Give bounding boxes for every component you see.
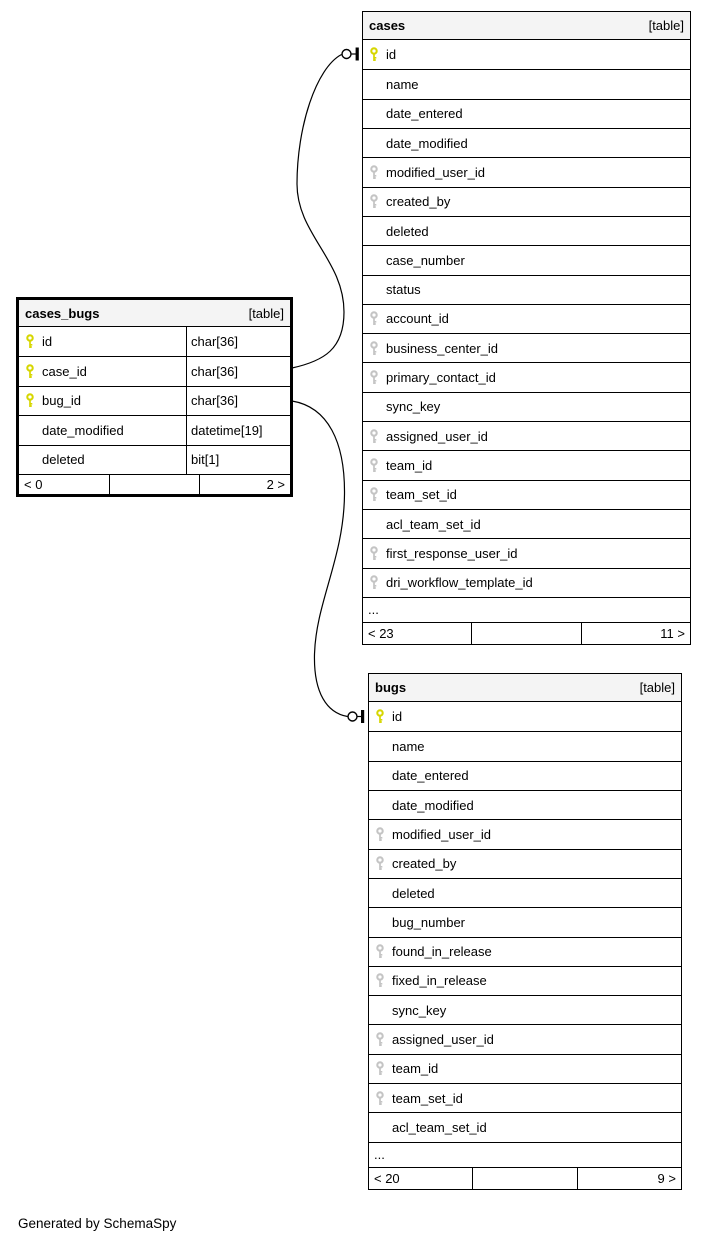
table-header[interactable] [19,300,290,327]
column-name: sync_key [392,1002,447,1018]
table-row [363,333,690,362]
footer-middle-cell [471,623,580,644]
foreign-key-icon [369,429,379,444]
table-row [19,386,290,415]
primary-key-icon [25,364,35,379]
column-type: char[36] [186,387,290,415]
column-name: bug_number [392,914,465,930]
primary-key-icon [375,709,385,724]
column-name: name [386,76,419,92]
zero-one-circle-marker [348,712,357,721]
no-key-spacer [369,517,379,532]
no-key-spacer [375,798,385,813]
footer-children-count: 9 > [577,1168,681,1189]
column-name: account_id [386,311,449,327]
table-badge: [table] [648,18,684,33]
table-footer [19,474,290,494]
column-name: date_entered [386,106,463,122]
table-badge: [table] [248,305,284,321]
column-name: case_id [42,364,87,380]
column-name: business_center_id [386,340,499,356]
primary-key-icon [369,47,379,62]
column-name: deleted [386,223,429,239]
table-row [363,40,690,69]
table-row [369,878,681,907]
table-row [363,480,690,509]
no-key-spacer [369,253,379,268]
column-name: date_entered [392,768,469,784]
table-row [369,1112,681,1141]
table-row [369,937,681,966]
foreign-key-icon [375,973,385,988]
no-key-spacer [375,1003,385,1018]
table-node-cases-bugs[interactable] [16,297,293,497]
table-row [369,819,681,848]
column-name: date_modified [386,135,468,151]
table-row [369,1054,681,1083]
table-row [363,362,690,391]
column-name: bug_id [42,393,82,409]
table-row [369,1024,681,1053]
table-row [363,275,690,304]
column-name: team_id [386,458,433,474]
column-list [19,327,290,474]
column-name: team_set_id [392,1090,463,1106]
table-row [369,1083,681,1112]
table-row [363,245,690,274]
table-row [363,421,690,450]
table-name: cases_bugs [25,305,100,321]
column-name: id [42,334,53,350]
relationship-bug-id-to-bugs [292,401,364,723]
footer-children-count: 2 > [199,475,290,494]
table-row [363,216,690,245]
foreign-key-icon [369,575,379,590]
table-footer [363,622,690,644]
column-name: deleted [42,452,85,468]
foreign-key-icon [375,1091,385,1106]
table-row [19,415,290,444]
column-name: assigned_user_id [386,428,488,444]
table-row [363,568,690,597]
column-name: status [386,282,421,298]
table-row [363,392,690,421]
column-name: sync_key [386,399,441,415]
table-row [19,327,290,356]
no-key-spacer [375,1120,385,1135]
column-list [369,702,681,1142]
foreign-key-icon [369,165,379,180]
column-type: char[36] [186,357,290,385]
no-key-spacer [369,282,379,297]
no-key-spacer [375,915,385,930]
foreign-key-icon [369,341,379,356]
table-row [19,356,290,385]
table-row [369,761,681,790]
column-name: id [386,47,397,63]
column-name: modified_user_id [392,826,492,842]
foreign-key-icon [369,458,379,473]
table-row [369,731,681,760]
one-tee-marker [361,710,364,723]
foreign-key-icon [375,1032,385,1047]
column-name: created_by [386,194,451,210]
table-row [369,995,681,1024]
table-row [363,450,690,479]
table-row [363,69,690,98]
no-key-spacer [369,399,379,414]
column-name: fixed_in_release [392,973,487,989]
table-row [369,702,681,731]
table-row [363,187,690,216]
column-name: primary_contact_id [386,370,496,386]
column-name: first_response_user_id [386,545,518,561]
table-node-bugs[interactable] [368,673,682,1190]
foreign-key-icon [375,827,385,842]
column-name: team_id [392,1061,439,1077]
table-row [363,99,690,128]
primary-key-icon [25,334,35,349]
table-row [369,790,681,819]
no-key-spacer [25,452,35,467]
one-tee-marker [356,48,359,61]
column-name: found_in_release [392,944,492,960]
table-row [363,157,690,186]
column-name: case_number [386,252,465,268]
column-name: date_modified [42,422,124,438]
column-name: assigned_user_id [392,1032,494,1048]
foreign-key-icon [369,194,379,209]
table-name: cases [369,18,406,33]
table-node-cases[interactable] [362,11,691,645]
no-key-spacer [25,423,35,438]
footer-parents-count: < 0 [24,476,43,492]
column-name: acl_team_set_id [386,516,481,532]
column-type: bit[1] [186,446,290,474]
relationship-case-id-to-cases [292,48,359,369]
table-row [363,128,690,157]
column-list [363,40,690,597]
foreign-key-icon [369,370,379,385]
column-name: name [392,738,425,754]
column-name: team_set_id [386,487,457,503]
footer-parents-count: < 23 [368,625,394,641]
foreign-key-icon [375,944,385,959]
no-key-spacer [375,768,385,783]
column-name: created_by [392,856,457,872]
column-name: acl_team_set_id [392,1120,487,1136]
column-name: modified_user_id [386,164,486,180]
table-row [369,966,681,995]
foreign-key-icon [369,487,379,502]
table-row [369,849,681,878]
foreign-key-icon [375,856,385,871]
column-name: date_modified [392,797,474,813]
table-badge: [table] [639,680,675,695]
footer-middle-cell [472,1168,576,1189]
no-key-spacer [369,106,379,121]
no-key-spacer [375,886,385,901]
generated-by-note: Generated by SchemaSpy [18,1216,177,1231]
table-name: bugs [375,680,407,695]
no-key-spacer [375,739,385,754]
column-name: id [392,709,403,725]
footer-parents-count: < 20 [374,1170,400,1186]
no-key-spacer [369,136,379,151]
table-row [363,538,690,567]
table-row [363,509,690,538]
column-name: dri_workflow_template_id [386,575,533,591]
table-row [363,304,690,333]
foreign-key-icon [369,311,379,326]
table-header[interactable] [363,12,690,40]
footer-children-count: 11 > [581,623,690,644]
no-key-spacer [369,224,379,239]
foreign-key-icon [375,1061,385,1076]
column-name: deleted [392,885,435,901]
footer-middle-cell [109,475,200,494]
table-row [19,445,290,474]
table-footer [369,1167,681,1189]
more-columns-ellipsis: ... [363,597,690,622]
column-type: char[36] [186,327,290,356]
column-type: datetime[19] [186,416,290,444]
table-header[interactable] [369,674,681,702]
primary-key-icon [25,393,35,408]
more-columns-ellipsis: ... [369,1142,681,1167]
foreign-key-icon [369,546,379,561]
zero-one-circle-marker [342,50,351,59]
table-row [369,907,681,936]
no-key-spacer [369,77,379,92]
